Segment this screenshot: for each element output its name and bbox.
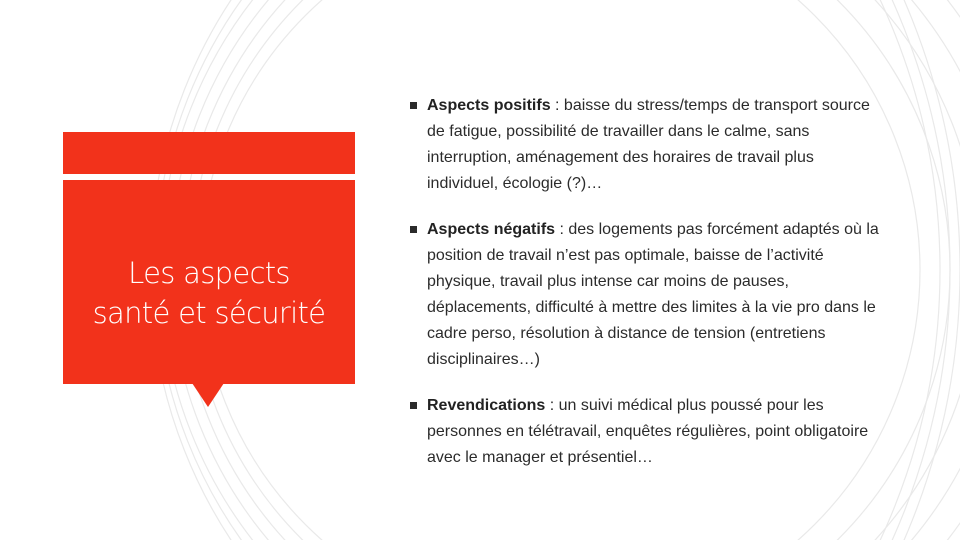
- bullet-item-negatifs: [408, 217, 888, 373]
- bullet-text: : baisse du stress/temps de transport source de fatigue, possibilité de travailler dans le calme, sans interruption, aménagement des horaires de travail plus individuel, écologie (?)…: [427, 97, 870, 192]
- square-bullet-icon: [410, 226, 417, 233]
- slide-title: [63, 180, 355, 384]
- title-panel-pointer: [192, 383, 224, 407]
- slide-title-line-1: Les aspects: [128, 256, 290, 290]
- bullet-item-positifs: [408, 93, 888, 197]
- square-bullet-icon: [410, 402, 417, 409]
- bullet-text: : des logements pas forcément adaptés où la position de travail n’est pas optimale, baisse de l’activité physique, travail plus intense car moins de pauses, déplacements, difficulté à mettre des limites à la vie pro dans le cadre perso, résolution à distance de tension (entretiens disciplinaires…): [427, 221, 879, 368]
- bullet-heading: Revendications: [427, 397, 546, 414]
- square-bullet-icon: [410, 102, 417, 109]
- bullet-list: [408, 93, 888, 491]
- accent-strip: [63, 132, 355, 174]
- bullet-heading: Aspects positifs: [427, 97, 551, 114]
- bullet-text: : un suivi médical plus poussé pour les personnes en télétravail, enquêtes régulières, point obligatoire avec le manager et présentiel…: [427, 397, 869, 466]
- bullet-item-revendications: [408, 393, 888, 471]
- bullet-heading: Aspects négatifs: [427, 221, 556, 238]
- slide-title-line-2: santé et sécurité: [92, 296, 326, 330]
